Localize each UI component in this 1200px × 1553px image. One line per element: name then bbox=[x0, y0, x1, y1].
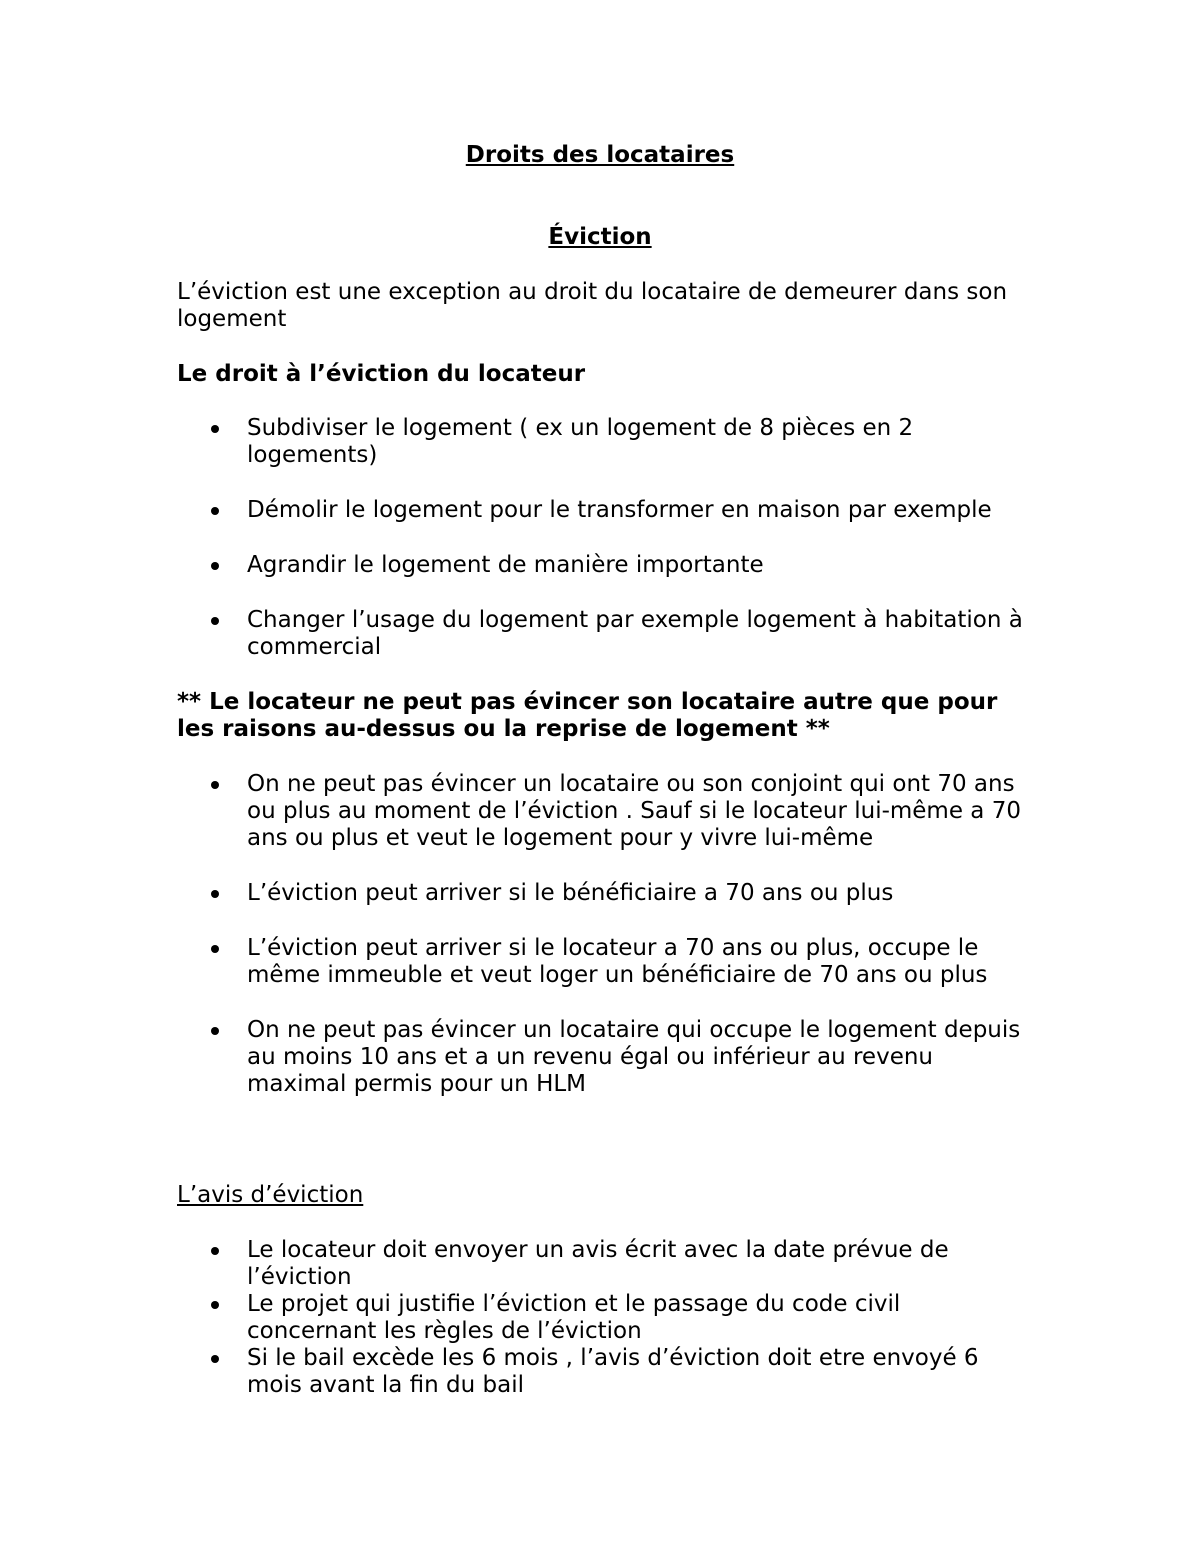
list-item-text: On ne peut pas évincer un locataire qui occupe le logement depuis au moins 10 ans et a un revenu égal ou inférieur au revenu maximal permis pour un HLM bbox=[247, 1017, 1021, 1097]
list-item-text: L’éviction peut arriver si le locateur a 70 ans ou plus, occupe le même immeuble et veut loger un bénéficiaire de 70 ans ou plus bbox=[247, 935, 988, 988]
list-item-text: Le projet qui justifie l’éviction et le passage du code civil concernant les règles de l’éviction bbox=[247, 1291, 901, 1344]
important-note: ** Le locateur ne peut pas évincer son locataire autre que pour les raisons au-dessus ou la reprise de logement ** bbox=[177, 689, 998, 742]
bullet-icon bbox=[211, 425, 219, 433]
bullet-icon bbox=[211, 1301, 219, 1309]
landlord-rights-list bbox=[0, 415, 1200, 689]
list-item bbox=[0, 1017, 1027, 1098]
list-item-text: Démolir le logement pour le transformer en maison par exemple bbox=[247, 497, 992, 523]
list-item bbox=[0, 497, 1027, 524]
list-item-text: Le locateur doit envoyer un avis écrit avec la date prévue de l’éviction bbox=[247, 1237, 949, 1290]
section-title-eviction: Éviction bbox=[548, 224, 652, 250]
list-item-text: Agrandir le logement de manière importante bbox=[247, 552, 764, 578]
bullet-icon bbox=[211, 1247, 219, 1255]
bullet-icon bbox=[211, 890, 219, 898]
bullet-icon bbox=[211, 507, 219, 515]
list-item-text: On ne peut pas évincer un locataire ou son conjoint qui ont 70 ans ou plus au moment de l’éviction . Sauf si le locateur lui-même a 70 ans ou plus et veut le logement pour y vivre lui-même bbox=[247, 771, 1021, 851]
list-item-text: Si le bail excède les 6 mois , l’avis d’éviction doit etre envoyé 6 mois avant la fin du bail bbox=[247, 1345, 979, 1398]
list-item bbox=[0, 415, 1027, 469]
document-title: Droits des locataires bbox=[465, 142, 735, 168]
bullet-icon bbox=[211, 617, 219, 625]
list-item bbox=[0, 935, 1027, 989]
tenant-protection-list bbox=[0, 771, 1200, 1126]
list-item bbox=[0, 880, 1027, 907]
list-item bbox=[0, 1237, 1027, 1291]
list-item bbox=[0, 607, 1027, 661]
bullet-icon bbox=[211, 1027, 219, 1035]
bullet-icon bbox=[211, 562, 219, 570]
eviction-notice-list bbox=[0, 1237, 1200, 1399]
bullet-icon bbox=[211, 781, 219, 789]
list-item bbox=[0, 771, 1027, 852]
list-item bbox=[0, 552, 1027, 579]
list-item-text: L’éviction peut arriver si le bénéficiaire a 70 ans ou plus bbox=[247, 880, 894, 906]
section-heading-landlord-rights: Le droit à l’éviction du locateur bbox=[177, 361, 586, 387]
list-item-text: Changer l’usage du logement par exemple logement à habitation à commercial bbox=[247, 607, 1023, 660]
section-heading-eviction-notice: L’avis d’éviction bbox=[177, 1182, 364, 1208]
list-item bbox=[0, 1291, 1027, 1345]
intro-paragraph: L’éviction est une exception au droit du locataire de demeurer dans son logement bbox=[177, 279, 1008, 332]
bullet-icon bbox=[211, 1355, 219, 1363]
list-item bbox=[0, 1345, 1027, 1399]
bullet-icon bbox=[211, 945, 219, 953]
list-item-text: Subdiviser le logement ( ex un logement de 8 pièces en 2 logements) bbox=[247, 415, 914, 468]
